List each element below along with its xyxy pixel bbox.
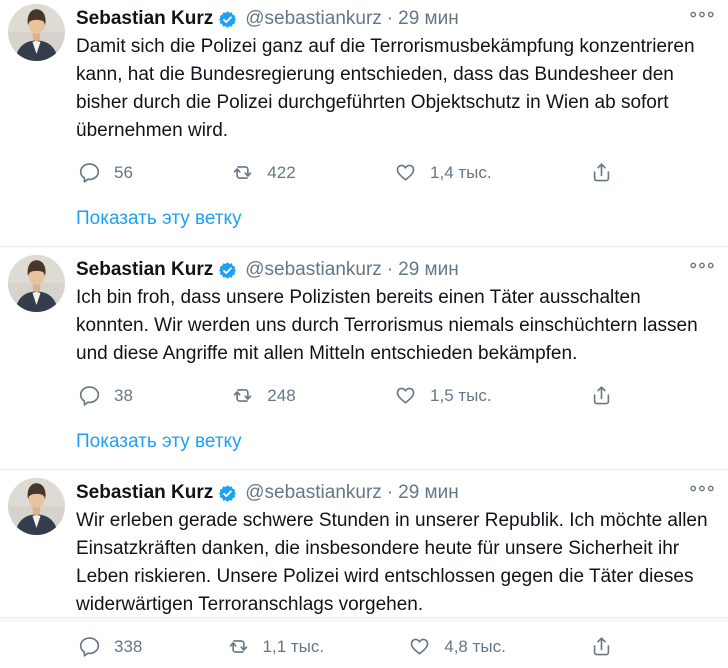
separator-dot: · <box>386 259 394 280</box>
like-button[interactable] <box>394 384 492 407</box>
tweet-header <box>76 7 716 31</box>
user-handle[interactable]: @sebastiankurz <box>245 8 382 29</box>
like-button[interactable] <box>408 635 506 658</box>
reply-button[interactable] <box>78 635 142 658</box>
retweet-count: 422 <box>267 162 296 182</box>
tweet-actions <box>76 631 613 668</box>
share-button[interactable] <box>590 161 613 184</box>
more-menu-icon[interactable] <box>686 9 716 29</box>
tweet-timestamp[interactable]: 29 мин <box>398 482 459 503</box>
user-handle[interactable]: @sebastiankurz <box>245 482 382 503</box>
tweet-text: Ich bin froh, dass unsere Polizisten bereits einen Täter ausschalten konnten. Wir werden uns durch Terrorismus niemals einschüchtern lassen und diese Angriffe mit allen Mitteln entschieden bekämpfen. <box>76 287 698 364</box>
tweet-actions <box>76 157 613 194</box>
reply-count: 338 <box>114 636 143 656</box>
retweet-count: 1,1 тыс. <box>262 636 325 656</box>
tweet-header <box>76 258 716 282</box>
tweet[interactable] <box>0 0 728 194</box>
share-button[interactable] <box>590 384 613 407</box>
avatar[interactable] <box>8 255 65 312</box>
verified-badge-icon <box>218 484 237 503</box>
tweet-header <box>76 481 716 505</box>
like-count: 1,5 тыс. <box>430 385 492 405</box>
avatar[interactable] <box>8 478 65 535</box>
more-menu-icon[interactable] <box>686 260 716 280</box>
user-handle[interactable]: @sebastiankurz <box>245 259 382 280</box>
tweet-text: Damit sich die Polizei ganz auf die Terrorismusbekämpfung konzentrieren kann, hat die Bundesregierung entschieden, dass das Bundesheer den bisher durch die Polizei durchgeführten Objektschutz in Wien ab sofort übernehmen wird. <box>76 36 695 141</box>
verified-badge-icon <box>218 10 237 29</box>
retweet-count: 248 <box>267 385 296 405</box>
tweet[interactable] <box>0 470 728 668</box>
more-menu-icon[interactable] <box>686 483 716 503</box>
show-thread-label: Показать эту ветку <box>76 431 242 452</box>
avatar[interactable] <box>8 4 65 61</box>
tweet-text: Wir erleben gerade schwere Stunden in unserer Republik. Ich möchte allen Einsatzkräften danken, die insbesondere heute für unsere Sicherheit ihr Leben riskieren. Unsere Polizei wird entschlossen gegen die Täter dieses widerwärtigen Terroranschlags vorgehen. <box>76 510 708 615</box>
reply-count: 56 <box>114 162 133 182</box>
separator-dot: · <box>386 482 394 503</box>
like-count: 1,4 тыс. <box>430 162 492 182</box>
tweet[interactable] <box>0 247 728 417</box>
separator-dot: · <box>386 8 394 29</box>
share-button[interactable] <box>590 635 613 658</box>
reply-count: 38 <box>114 385 133 405</box>
like-count: 4,8 тыс. <box>444 636 506 656</box>
reply-button[interactable] <box>78 161 133 184</box>
display-name[interactable]: Sebastian Kurz <box>76 8 214 29</box>
retweet-button[interactable] <box>231 161 295 184</box>
like-button[interactable] <box>394 161 492 184</box>
show-thread-link[interactable] <box>0 194 728 246</box>
next-section-edge <box>0 617 728 622</box>
tweet-actions <box>76 380 613 417</box>
display-name[interactable]: Sebastian Kurz <box>76 482 214 503</box>
show-thread-label: Показать эту ветку <box>76 208 242 229</box>
show-thread-link[interactable] <box>0 417 728 469</box>
display-name[interactable]: Sebastian Kurz <box>76 259 214 280</box>
retweet-button[interactable] <box>231 384 295 407</box>
retweet-button[interactable] <box>227 635 325 658</box>
tweet-timestamp[interactable]: 29 мин <box>398 259 459 280</box>
tweet-timestamp[interactable]: 29 мин <box>398 8 459 29</box>
reply-button[interactable] <box>78 384 133 407</box>
verified-badge-icon <box>218 261 237 280</box>
